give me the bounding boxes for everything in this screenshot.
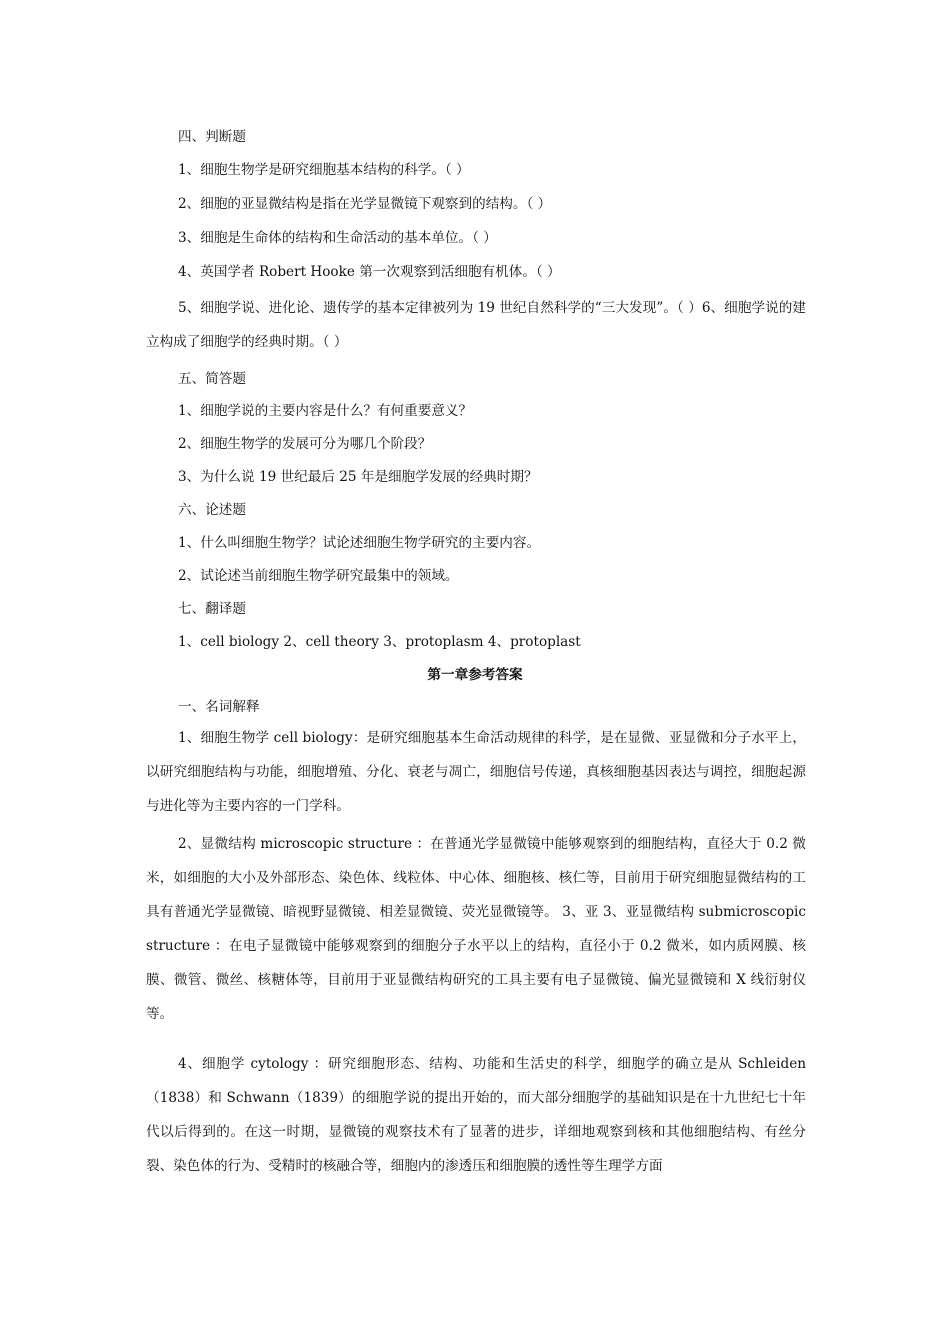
short-answer-item-1: 1、细胞学说的主要内容是什么？有何重要意义？ xyxy=(178,403,473,419)
essay-item-1: 1、什么叫细胞生物学？试论述细胞生物学研究的主要内容。 xyxy=(178,535,541,551)
section-4-title: 四、判断题 xyxy=(178,129,246,145)
judgment-item-4: 4、英国学者 Robert Hooke 第一次观察到活细胞有机体。（ ） xyxy=(178,264,561,280)
judgment-item-5-6: 5、细胞学说、进化论、遗传学的基本定律被列为 19 世纪自然科学的“三大发现”。（ ）6、细胞学说的建立构成了细胞学的经典时期。（ ） xyxy=(146,300,806,350)
short-answer-item-3: 3、为什么说 19 世纪最后 25 年是细胞学发展的经典时期？ xyxy=(178,469,538,485)
section-5-title: 五、简答题 xyxy=(178,371,246,387)
short-answer-item-2: 2、细胞生物学的发展可分为哪几个阶段？ xyxy=(178,436,432,452)
judgment-item-3: 3、细胞是生命体的结构和生命活动的基本单位。（ ） xyxy=(178,230,497,246)
essay-item-2: 2、试论述当前细胞生物学研究最集中的领域。 xyxy=(178,568,459,584)
definition-4: 4、细胞学 cytology ：研究细胞形态、结构、功能和生活史的科学，细胞学的确立是从 Schleiden（1838）和 Schwann（1839）的细胞学说的提出开始的，而大部分细胞学的基础知识是在十九世纪七十年代以后得到的。在这一时期，显微镜的观察技术有了显著的进步，详细地观察到核和其他细胞结构、有丝分裂、染色体的行为、受精时的核融合等，细胞内的渗透压和细胞膜的透性等生理学方面 xyxy=(146,1056,806,1174)
definition-1: 1、细胞生物学 cell biology：是研究细胞基本生命活动规律的科学，是在显微、亚显微和分子水平上，以研究细胞结构与功能，细胞增殖、分化、衰老与凋亡，细胞信号传递，真核细胞基因表达与调控，细胞起源与进化等为主要内容的一门学科。 xyxy=(146,730,806,814)
section-6-title: 六、论述题 xyxy=(178,502,246,518)
judgment-item-1: 1、细胞生物学是研究细胞基本结构的科学。（ ） xyxy=(178,162,470,178)
definition-2-3: 2、显微结构 microscopic structure ：在普通光学显微镜中能够观察到的细胞结构，直径大于 0.2 微米，如细胞的大小及外部形态、染色体、线粒体、中心体、细胞核、核仁等，目前用于研究细胞显微结构的工具有普通光学显微镜、暗视野显微镜、相差显微镜、荧光显微镜等。 3、亚 3、亚显微结构 submicroscopic structure ：在电子显微镜中能够观察到的细胞分子水平以上的结构，直径小于 0.2 微米，如内质网膜、核膜、微管、微丝、核糖体等，目前用于亚显微结构研究的工具主要有电子显微镜、偏光显微镜和 X 线衍射仪等。 xyxy=(146,836,806,1022)
judgment-item-2: 2、细胞的亚显微结构是指在光学显微镜下观察到的结构。（ ） xyxy=(178,196,552,212)
section-7-title: 七、翻译题 xyxy=(178,601,246,617)
answers-title: 第一章参考答案 xyxy=(427,667,523,683)
translation-items: 1、cell biology 2、cell theory 3、protoplasm 4、protoplast xyxy=(178,634,581,650)
answers-section-1-title: 一、名词解释 xyxy=(178,699,260,715)
